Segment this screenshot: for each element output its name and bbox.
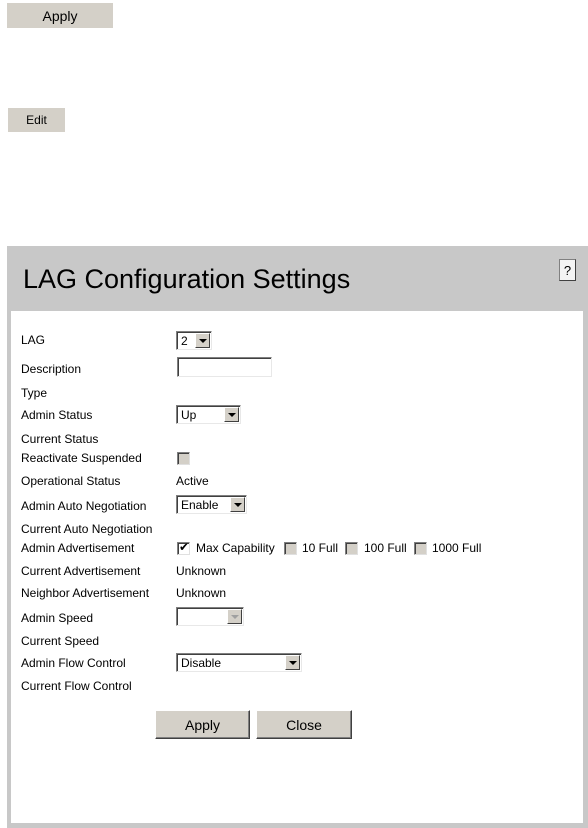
- chevron-down-icon: [224, 407, 239, 422]
- operational-status-value: Active: [176, 474, 209, 488]
- lag-label: LAG: [21, 333, 46, 347]
- 1000-full-checkbox[interactable]: [414, 542, 427, 555]
- admin-flow-control-label: Admin Flow Control: [21, 656, 126, 670]
- admin-status-label: Admin Status: [21, 408, 93, 422]
- admin-flow-control-select[interactable]: [176, 653, 302, 672]
- description-label: Description: [21, 362, 82, 376]
- admin-status-value: Up: [181, 408, 197, 422]
- current-auto-negotiation-label: Current Auto Negotiation: [21, 522, 153, 536]
- settings-form: [11, 311, 583, 823]
- max-capability-label: Max Capability: [196, 541, 275, 555]
- admin-speed-select[interactable]: [176, 607, 244, 626]
- edit-button[interactable]: Edit: [8, 108, 65, 132]
- lag-configuration-dialog: [7, 246, 588, 828]
- lag-select-value: 2: [181, 334, 188, 348]
- chevron-down-icon: [230, 497, 245, 512]
- dialog-title: LAG Configuration Settings: [23, 264, 351, 294]
- current-speed-label: Current Speed: [21, 634, 100, 648]
- 10-full-checkbox[interactable]: [284, 542, 297, 555]
- 100-full-checkbox[interactable]: [345, 542, 358, 555]
- checkmark-icon: ✔: [179, 540, 190, 554]
- apply-button[interactable]: Apply: [155, 710, 250, 739]
- reactivate-suspended-label: Reactivate Suspended: [21, 451, 142, 465]
- current-advertisement-value: Unknown: [176, 564, 227, 578]
- apply-button-top[interactable]: Apply: [7, 3, 113, 28]
- max-capability-checkbox[interactable]: [177, 542, 190, 555]
- admin-auto-negotiation-select[interactable]: [176, 495, 247, 514]
- description-input[interactable]: [177, 357, 272, 377]
- 10-full-label: 10 Full: [302, 541, 339, 555]
- admin-flow-control-value: Disable: [181, 656, 222, 670]
- current-status-label: Current Status: [21, 432, 99, 446]
- 100-full-label: 100 Full: [364, 541, 407, 555]
- admin-advertisement-label: Admin Advertisement: [21, 541, 135, 555]
- lag-select[interactable]: [176, 331, 212, 350]
- type-label: Type: [21, 386, 48, 400]
- 1000-full-label: 1000 Full: [432, 541, 482, 555]
- admin-speed-label: Admin Speed: [21, 611, 94, 625]
- chevron-down-icon: [195, 333, 210, 348]
- current-flow-control-label: Current Flow Control: [21, 679, 132, 693]
- admin-auto-negotiation-value: Enable: [181, 498, 219, 512]
- current-advertisement-label: Current Advertisement: [21, 564, 141, 578]
- neighbor-advertisement-label: Neighbor Advertisement: [21, 586, 150, 600]
- close-button[interactable]: Close: [256, 710, 352, 739]
- help-button[interactable]: ?: [559, 259, 576, 281]
- chevron-down-icon: [227, 609, 242, 624]
- operational-status-label: Operational Status: [21, 474, 121, 488]
- chevron-down-icon: [285, 655, 300, 670]
- neighbor-advertisement-value: Unknown: [176, 586, 227, 600]
- admin-auto-negotiation-label: Admin Auto Negotiation: [21, 499, 147, 513]
- admin-status-select[interactable]: [176, 405, 241, 424]
- reactivate-suspended-checkbox[interactable]: [177, 452, 190, 465]
